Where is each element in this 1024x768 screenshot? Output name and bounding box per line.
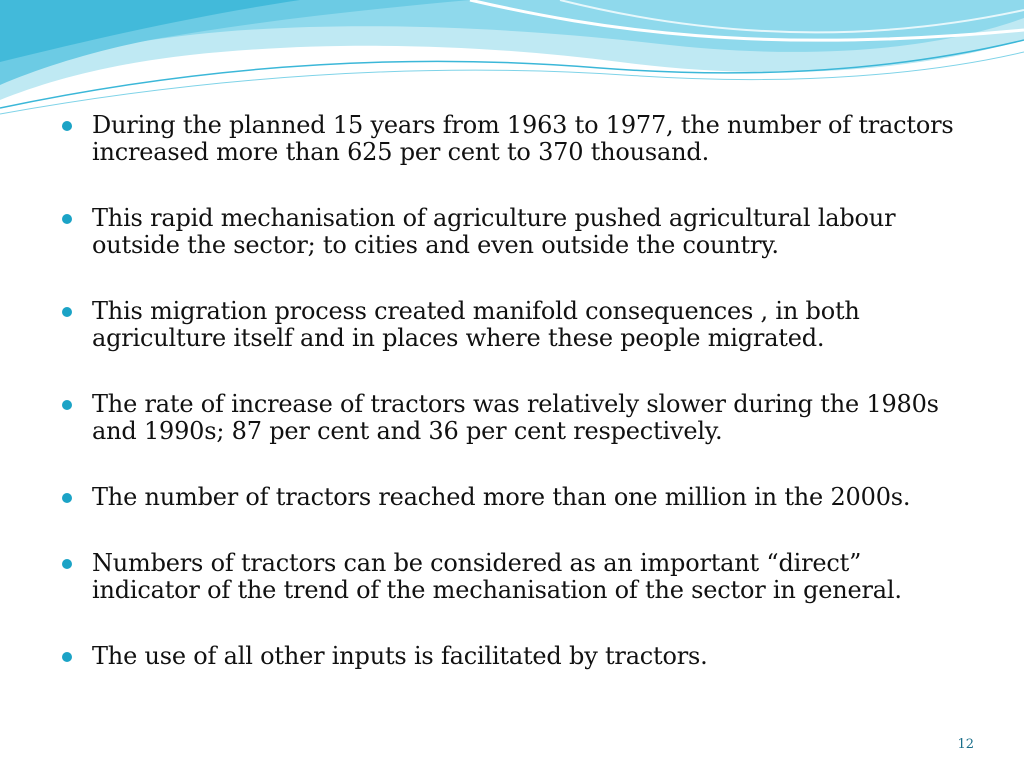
bullet-dot-icon	[62, 400, 72, 410]
bullet-text: Numbers of tractors can be considered as an important “direct” indicator of the trend of the mechanisation of the sector in general.	[92, 549, 902, 604]
bullet-dot-icon	[62, 121, 72, 131]
bullet-item	[62, 391, 962, 445]
bullet-item	[62, 205, 962, 259]
page-number: 12	[957, 737, 974, 752]
bullet-list	[62, 112, 962, 670]
bullet-text: The rate of increase of tractors was relatively slower during the 1980s and 1990s; 87 per cent and 36 per cent respectively.	[92, 390, 939, 445]
bullet-text: The use of all other inputs is facilitated by tractors.	[92, 642, 708, 670]
bullet-dot-icon	[62, 307, 72, 317]
bullet-text: This migration process created manifold consequences , in both agriculture itself and in places where these people migrated.	[92, 297, 860, 352]
bullet-item	[62, 484, 962, 511]
bullet-text: During the planned 15 years from 1963 to 1977, the number of tractors increased more than 625 per cent to 370 thousand.	[92, 111, 954, 166]
bullet-item	[62, 112, 962, 166]
bullet-dot-icon	[62, 559, 72, 569]
bullet-text: This rapid mechanisation of agriculture pushed agricultural labour outside the sector; to cities and even outside the country.	[92, 204, 896, 259]
bullet-item	[62, 550, 962, 604]
bullet-dot-icon	[62, 493, 72, 503]
bullet-item	[62, 298, 962, 352]
bullet-dot-icon	[62, 214, 72, 224]
bullet-dot-icon	[62, 652, 72, 662]
bullet-text: The number of tractors reached more than one million in the 2000s.	[92, 483, 911, 511]
bullet-item	[62, 643, 962, 670]
